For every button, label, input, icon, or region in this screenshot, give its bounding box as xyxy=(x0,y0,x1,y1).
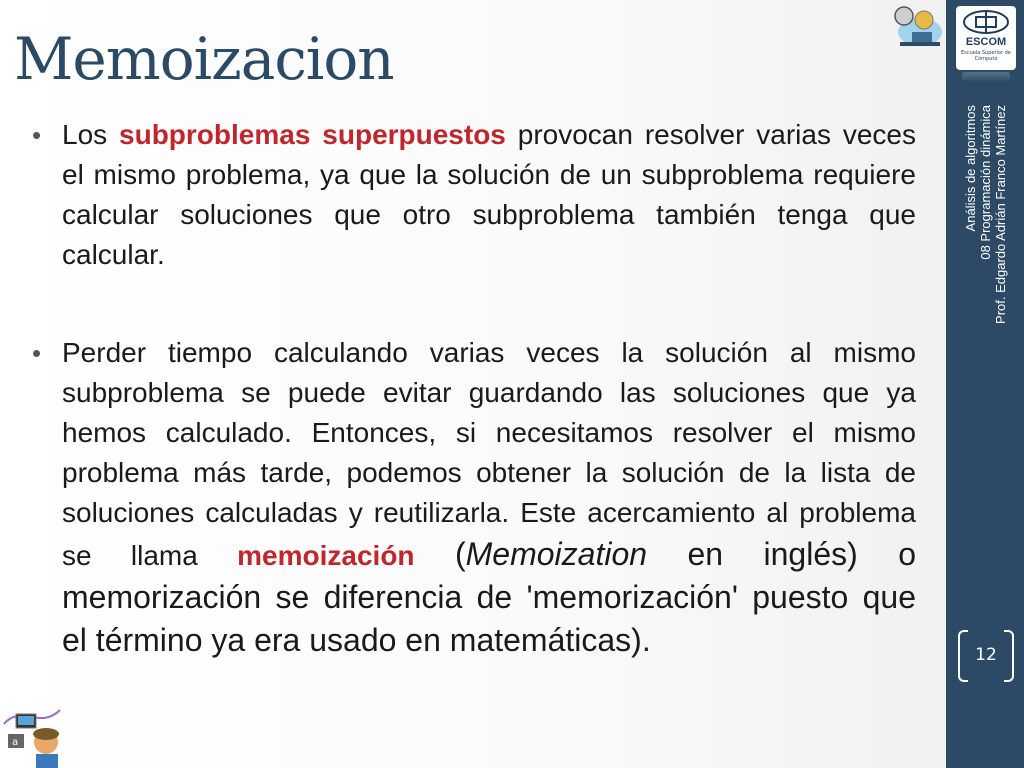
network-globe-icon xyxy=(890,2,946,54)
course-info xyxy=(963,105,1023,365)
unit-name: 08 Programación dinámica xyxy=(978,105,993,260)
bullet-text: provocan resolver varias veces el mismo problema, ya que la solución de un subproblema requiere calcular soluciones que otro subproblema también tenga que calcular. xyxy=(62,119,916,270)
highlight-term: memoización xyxy=(237,540,415,571)
professor-name: Prof. Edgardo Adrián Franco Martínez xyxy=(993,105,1008,324)
slide-body xyxy=(30,115,916,662)
logo-emblem-icon xyxy=(956,6,1016,36)
logo-text: ESCOM xyxy=(965,36,1007,48)
logo-reflection xyxy=(962,72,1010,82)
logo-subtitle: Escuela Superior de Cómputo xyxy=(961,50,1011,62)
bullet-item xyxy=(30,115,916,275)
bullet-item xyxy=(30,333,916,662)
highlight-term: subproblemas superpuestos xyxy=(119,119,506,150)
page-number: 12 xyxy=(958,630,1014,680)
course-name: Análisis de algoritmos xyxy=(963,105,978,232)
bullet-text: Los xyxy=(62,119,120,150)
bullet-text: en inglés) o memorización se diferencia de 'memorización' puesto que el término ya era usado en matemáticas). xyxy=(62,536,916,658)
bullet-text: ( xyxy=(414,536,466,572)
slide-title: Memoizacion xyxy=(14,25,394,93)
bullet-text: Perder tiempo calculando varias veces la solución al mismo subproblema se puede evitar guardando las soluciones que ya hemos calculado. Entonces, si necesitamos resolver el mismo problema más tarde, podemos obtener la solución de la lista de soluciones calculadas y reutilizarla. Este acercamiento al problema se llama xyxy=(62,337,916,571)
computer-character-icon xyxy=(0,700,70,768)
italic-term: Memoization xyxy=(465,536,648,572)
escom-logo xyxy=(956,6,1016,70)
svg-text:a: a xyxy=(12,737,19,748)
